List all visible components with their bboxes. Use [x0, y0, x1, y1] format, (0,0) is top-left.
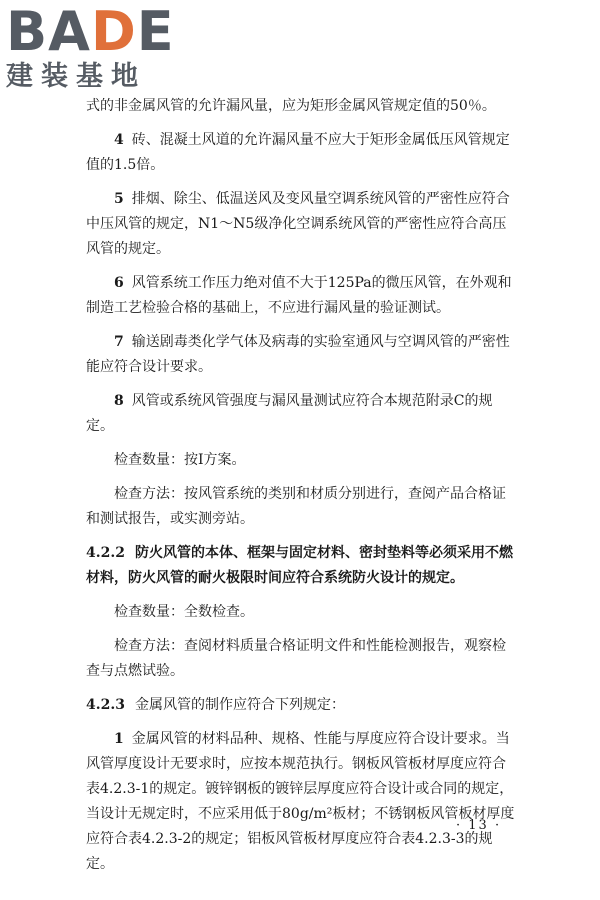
- check-method-text: 检查方法：按风管系统的类别和材质分别进行，查阅产品合格证和测试报告，或实测旁站。: [86, 486, 506, 527]
- list-item-8: [86, 389, 516, 439]
- list-item-4: [86, 128, 516, 178]
- list-item-6: [86, 271, 516, 321]
- check-method: [86, 482, 516, 532]
- brand-logo: [6, 0, 176, 92]
- clause-4-2-2: [86, 541, 516, 591]
- item-text: 输送剧毒类化学气体及病毒的实验室通风与空调风管的严密性能应符合设计要求。: [86, 334, 510, 375]
- list-item-1: [86, 727, 516, 877]
- logo-letter-accent: D: [90, 0, 137, 63]
- clause-number: 4.2.2: [86, 545, 125, 561]
- check-quantity: [86, 600, 516, 625]
- item-number: 5: [114, 191, 124, 207]
- clause-text: 防火风管的本体、框架与固定材料、密封垫料等必须采用不燃材料，防火风管的耐火极限时间应符合系统防火设计的规定。: [86, 545, 513, 586]
- logo-letters-ba: BA: [6, 0, 91, 63]
- clause-number: 4.2.3: [86, 697, 125, 713]
- logo-letter-e: E: [136, 0, 175, 63]
- check-quantity-text: 检查数量：按Ⅰ方案。: [114, 452, 246, 468]
- list-item-5: [86, 187, 516, 262]
- page-number: · 13 ·: [456, 818, 502, 833]
- item-number: 7: [114, 334, 124, 350]
- paragraph-text: 式的非金属风管的允许漏风量，应为矩形金属风管规定值的50％。: [86, 98, 496, 114]
- paragraph-continuation: [86, 94, 516, 119]
- item-number: 6: [114, 275, 124, 291]
- item-number: 1: [114, 731, 124, 747]
- item-text: 砖、混凝土风道的允许漏风量不应大于矩形金属低压风管规定值的1.5倍。: [86, 132, 510, 173]
- logo-wordmark: [6, 0, 176, 63]
- check-method-text: 检查方法：查阅材料质量合格证明文件和性能检测报告，观察检查与点燃试验。: [86, 638, 506, 679]
- clause-4-2-3: [86, 693, 516, 718]
- check-quantity: [86, 448, 516, 473]
- list-item-7: [86, 330, 516, 380]
- item-number: 8: [114, 393, 124, 409]
- document-body: [86, 94, 516, 886]
- clause-text: 金属风管的制作应符合下列规定：: [134, 697, 345, 713]
- item-text: 金属风管的材料品种、规格、性能与厚度应符合设计要求。当风管厚度设计无要求时，应按本规范执行。钢板风管板材厚度应符合表4.2.3-1的规定。镀锌钢板的镀锌层厚度应符合设计或合同的规定，当设计无规定时，不应采用低于80g/m²板材；不锈钢板风管板材厚度应符合表4.2.3-2的规定；铝板风管板材厚度应符合表4.2.3-3的规定。: [86, 731, 515, 872]
- check-quantity-text: 检查数量：全数检查。: [114, 604, 254, 620]
- item-text: 风管系统工作压力绝对值不大于125Pa的微压风管，在外观和制造工艺检验合格的基础上，不应进行漏风量的验证测试。: [86, 275, 512, 316]
- item-text: 风管或系统风管强度与漏风量测试应符合本规范附录C的规定。: [86, 393, 493, 434]
- logo-subtitle: 建装基地: [6, 61, 146, 92]
- item-number: 4: [114, 132, 124, 148]
- item-text: 排烟、除尘、低温送风及变风量空调系统风管的严密性应符合中压风管的规定，N1～N5级净化空调系统风管的严密性应符合高压风管的规定。: [86, 191, 510, 257]
- check-method: [86, 634, 516, 684]
